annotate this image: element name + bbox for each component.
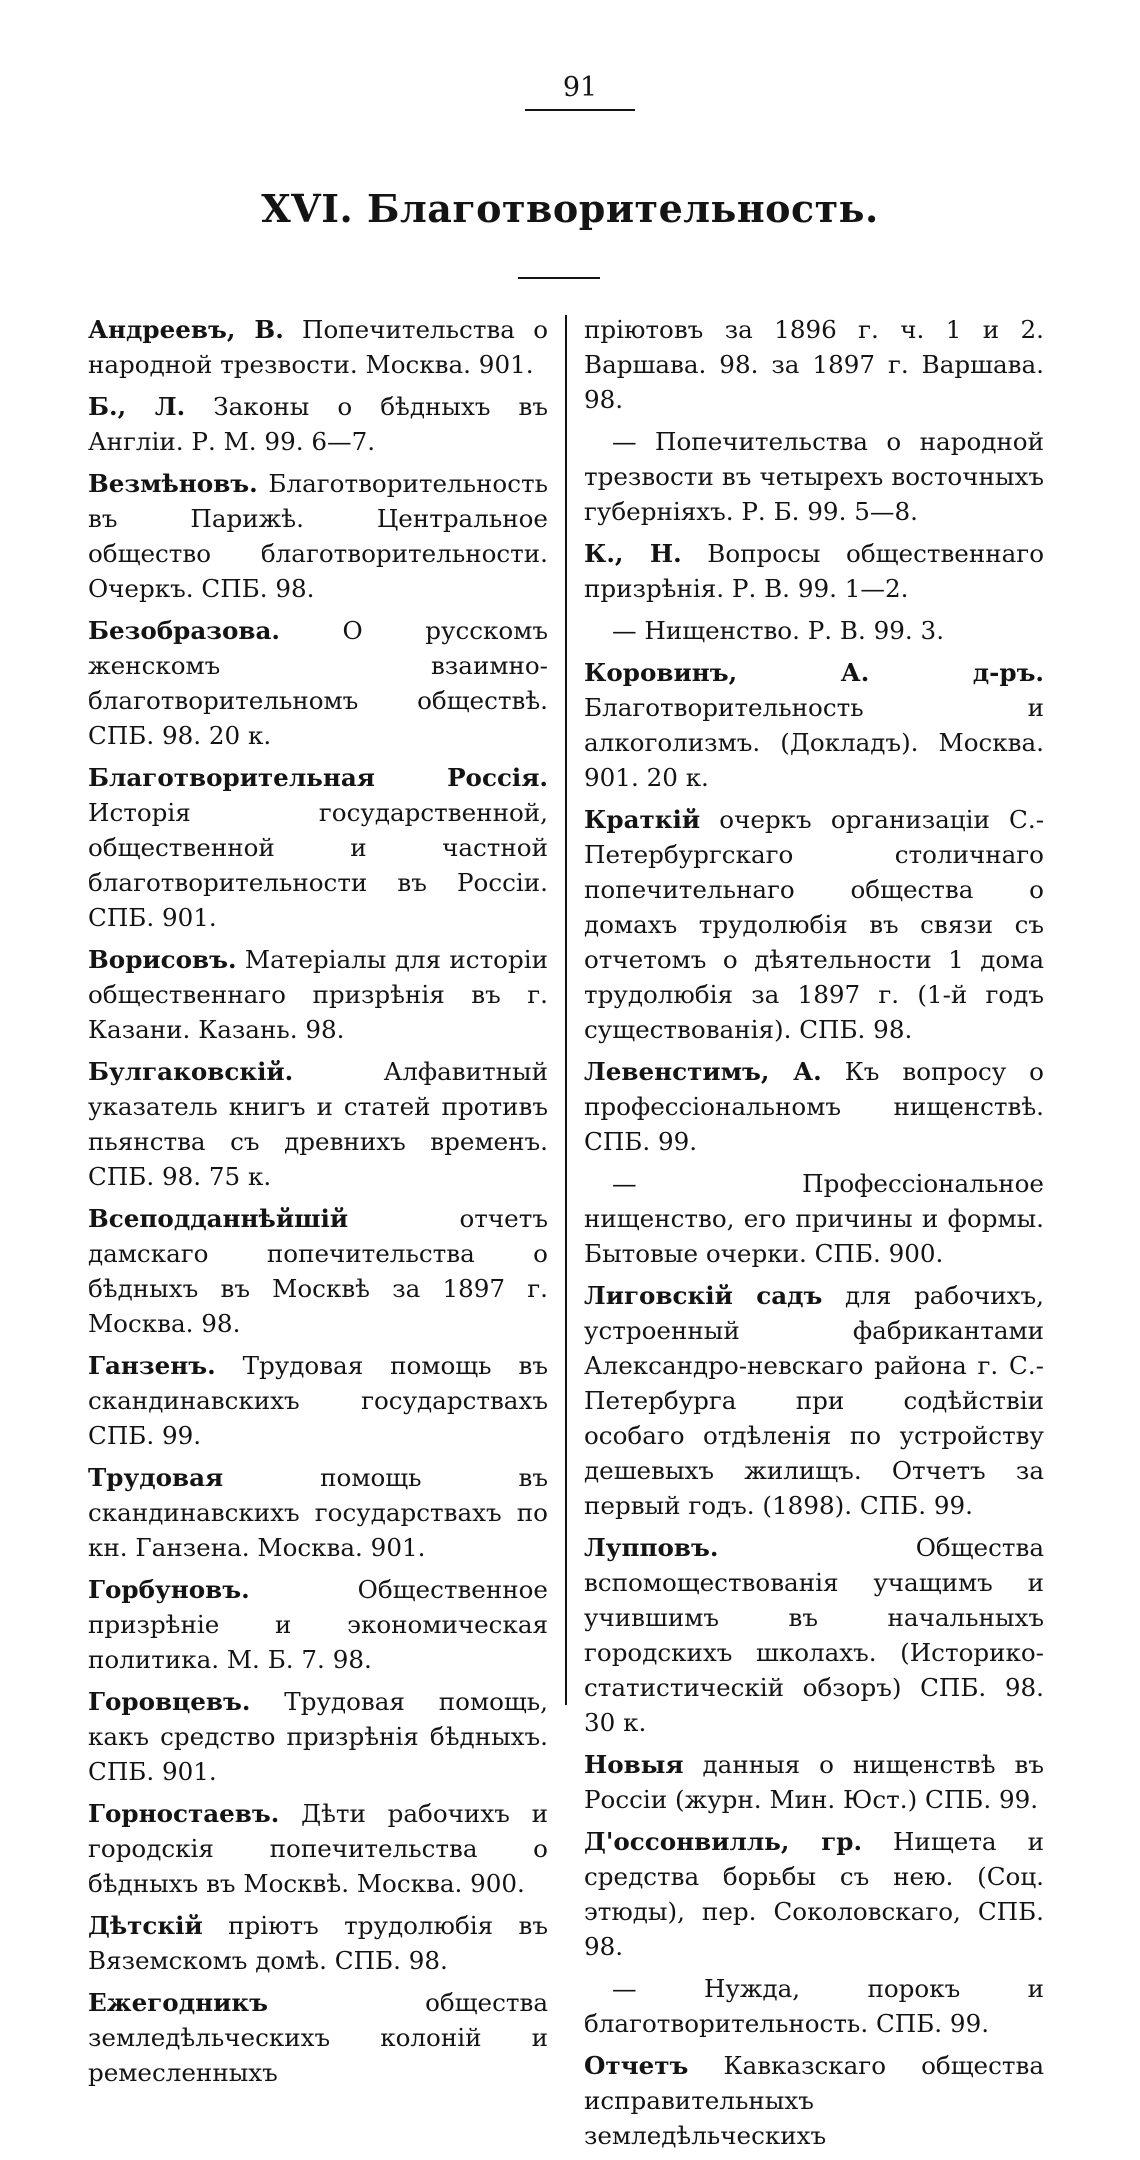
entry-text: Алфавитный указатель книгъ и статей противъ пьянства съ древнихъ временъ. СПБ. 98. 75 к. [88,1057,548,1191]
entry-author: К., Н. [584,539,682,568]
entry-text: Трудовая помощь въ скандинавскихъ государствахъ СПБ. 99. [88,1351,548,1450]
entry-author: Горностаевъ. [88,1799,280,1828]
bibliography-entry [88,1985,548,2090]
entry-author: Лиговскій садъ [584,1281,823,1310]
bibliography-entry [88,613,548,753]
bibliography-entry [584,802,1044,1047]
entry-text: Трудовая помощь, какъ средство призрѣнія бѣдныхъ. СПБ. 901. [88,1687,548,1786]
entry-text: Общества вспомоществованія учащимъ и учившимъ въ начальныхъ городскихъ школахъ. (Историко-статистическій обзоръ) СПБ. 98. 30 к. [584,1533,1044,1737]
entry-author: Отчетъ [584,2051,689,2080]
bibliography-entry [584,1166,1044,1271]
entry-author: Д'оссонвилль, гр. [584,1827,863,1856]
entry-author: Коровинъ, А. д-ръ. [584,658,1044,687]
entry-text: Дѣти рабочихъ и городскія попечительства о бѣдныхъ въ Москвѣ. Москва. 900. [88,1799,548,1898]
entry-author: Андреевъ, В. [88,315,284,344]
bibliography-entry [584,1278,1044,1523]
entry-text: пріютовъ за 1896 г. ч. 1 и 2. Варшава. 98. за 1897 г. Варшава. 98. [584,315,1044,414]
entry-author: Б., Л. [88,392,186,421]
entry-text: — Нужда, порокъ и благотворительность. СПБ. 99. [584,1974,1044,2038]
entry-text: общества земледѣльческихъ колоній и ремесленныхъ [88,1988,548,2087]
entry-author: Ежегодникъ [88,1988,268,2017]
section-title: XVI. Благотворительность. [261,186,879,231]
entry-text: Вопросы общественнаго призрѣнія. Р. В. 99. 1—2. [584,539,1044,603]
bibliography-entry [88,1460,548,1565]
bibliography-entry [88,1796,548,1901]
entry-text: О русскомъ женскомъ взаимно-благотворительномъ обществѣ. СПБ. 98. 20 к. [88,616,548,750]
entry-author: Благотворительная Россія. [88,763,548,792]
entry-author: Горовцевъ. [88,1687,251,1716]
right-column [584,312,1044,2160]
entry-text: Законы о бѣдныхъ въ Англіи. Р. М. 99. 6—7. [88,392,548,456]
bibliography-entry [88,1684,548,1789]
bibliography-entry [88,312,548,382]
title-rule [518,277,600,279]
column-divider [565,315,567,1705]
bibliography-entry [584,613,1044,648]
entry-author: Дѣтскій [88,1911,203,1940]
entry-text: для рабочихъ, устроенный фабрикантами Александро-невскаго района г. С.-Петербурга при содѣйствіи особаго отдѣленія по устройству дешевыхъ жилищъ. Отчетъ за первый годъ. (1898). СПБ. 99. [584,1281,1044,1520]
entry-text: — Нищенство. Р. В. 99. 3. [612,616,945,645]
entry-text: пріютъ трудолюбія въ Вяземскомъ домѣ. СПБ. 98. [88,1911,548,1975]
entry-text: Къ вопросу о профессіональномъ нищенствѣ. СПБ. 99. [584,1057,1044,1156]
entry-text: — Попечительства о народной трезвости въ четырехъ восточныхъ губерніяхъ. Р. Б. 99. 5—8. [584,427,1044,526]
entry-author: Трудовая [88,1463,224,1492]
entry-author: Краткій [584,805,701,834]
bibliography-entry [88,1908,548,1978]
entry-text: очеркъ организаціи С.-Петербургскаго столичнаго попечительнаго общества о домахъ трудолюбія въ связи съ отчетомъ о дѣятельности 1 дома трудолюбія за 1897 г. (1-й годъ существованія). СПБ. 98. [584,805,1044,1044]
entry-text: — Профессіональное нищенство, его причины и формы. Бытовые очерки. СПБ. 900. [584,1169,1044,1268]
page-number: 91 [525,72,635,111]
entry-author: Ворисовъ. [88,945,237,974]
entry-text: Исторія государственной, общественной и частной благотворительности въ Россіи. СПБ. 901. [88,798,548,932]
bibliography-entry [584,1971,1044,2041]
bibliography-entry [584,536,1044,606]
bibliography-entry [88,942,548,1047]
entry-author: Горбуновъ. [88,1575,250,1604]
entry-text: Общественное призрѣніе и экономическая политика. М. Б. 7. 98. [88,1575,548,1674]
entry-author: Ганзенъ. [88,1351,216,1380]
entry-text: данныя о нищенствѣ въ Россіи (журн. Мин. Юст.) СПБ. 99. [584,1750,1044,1814]
bibliography-entry [584,1747,1044,1817]
bibliography-entry [584,1530,1044,1740]
entry-text: Попечительства о народной трезвости. Москва. 901. [88,315,549,379]
entry-author: Лупповъ. [584,1533,719,1562]
bibliography-entry [88,466,548,606]
left-column [88,312,548,2097]
entry-text: Нищета и средства борьбы съ нею. (Соц. этюды), пер. Соколовскаго, СПБ. 98. [584,1827,1045,1961]
bibliography-entry [88,1572,548,1677]
entry-author: Везмѣновъ. [88,469,258,498]
entry-text: помощь въ скандинавскихъ государствахъ по кн. Ганзена. Москва. 901. [88,1463,548,1562]
bibliography-entry [584,655,1044,795]
bibliography-entry [88,1201,548,1341]
entry-author: Левенстимъ, А. [584,1057,822,1086]
bibliography-entry [584,1824,1044,1964]
bibliography-entry [584,2048,1044,2153]
bibliography-entry [584,312,1044,417]
entry-author: Булгаковскій. [88,1057,294,1086]
entry-text: отчетъ дамскаго попечительства о бѣдныхъ въ Москвѣ за 1897 г. Москва. 98. [88,1204,548,1338]
bibliography-entry [88,760,548,935]
bibliography-entry [88,1348,548,1453]
entry-author: Новыя [584,1750,684,1779]
bibliography-entry [88,1054,548,1194]
bibliography-entry [88,389,548,459]
entry-author: Безобразова. [88,616,280,645]
entry-text: Благотворительность въ Парижѣ. Центральное общество благотворительности. Очеркъ. СПБ. 98. [88,469,548,603]
bibliography-entry [584,1054,1044,1159]
entry-author: Всеподданнѣйшій [88,1204,349,1233]
bibliography-entry [584,424,1044,529]
entry-text: Благотворительность и алкоголизмъ. (Докладъ). Москва. 901. 20 к. [584,693,1044,792]
entry-text: Кавказскаго общества исправительныхъ земледѣльческихъ [584,2051,1044,2150]
entry-text: Матеріалы для исторіи общественнаго призрѣнія въ г. Казани. Казань. 98. [88,945,548,1044]
